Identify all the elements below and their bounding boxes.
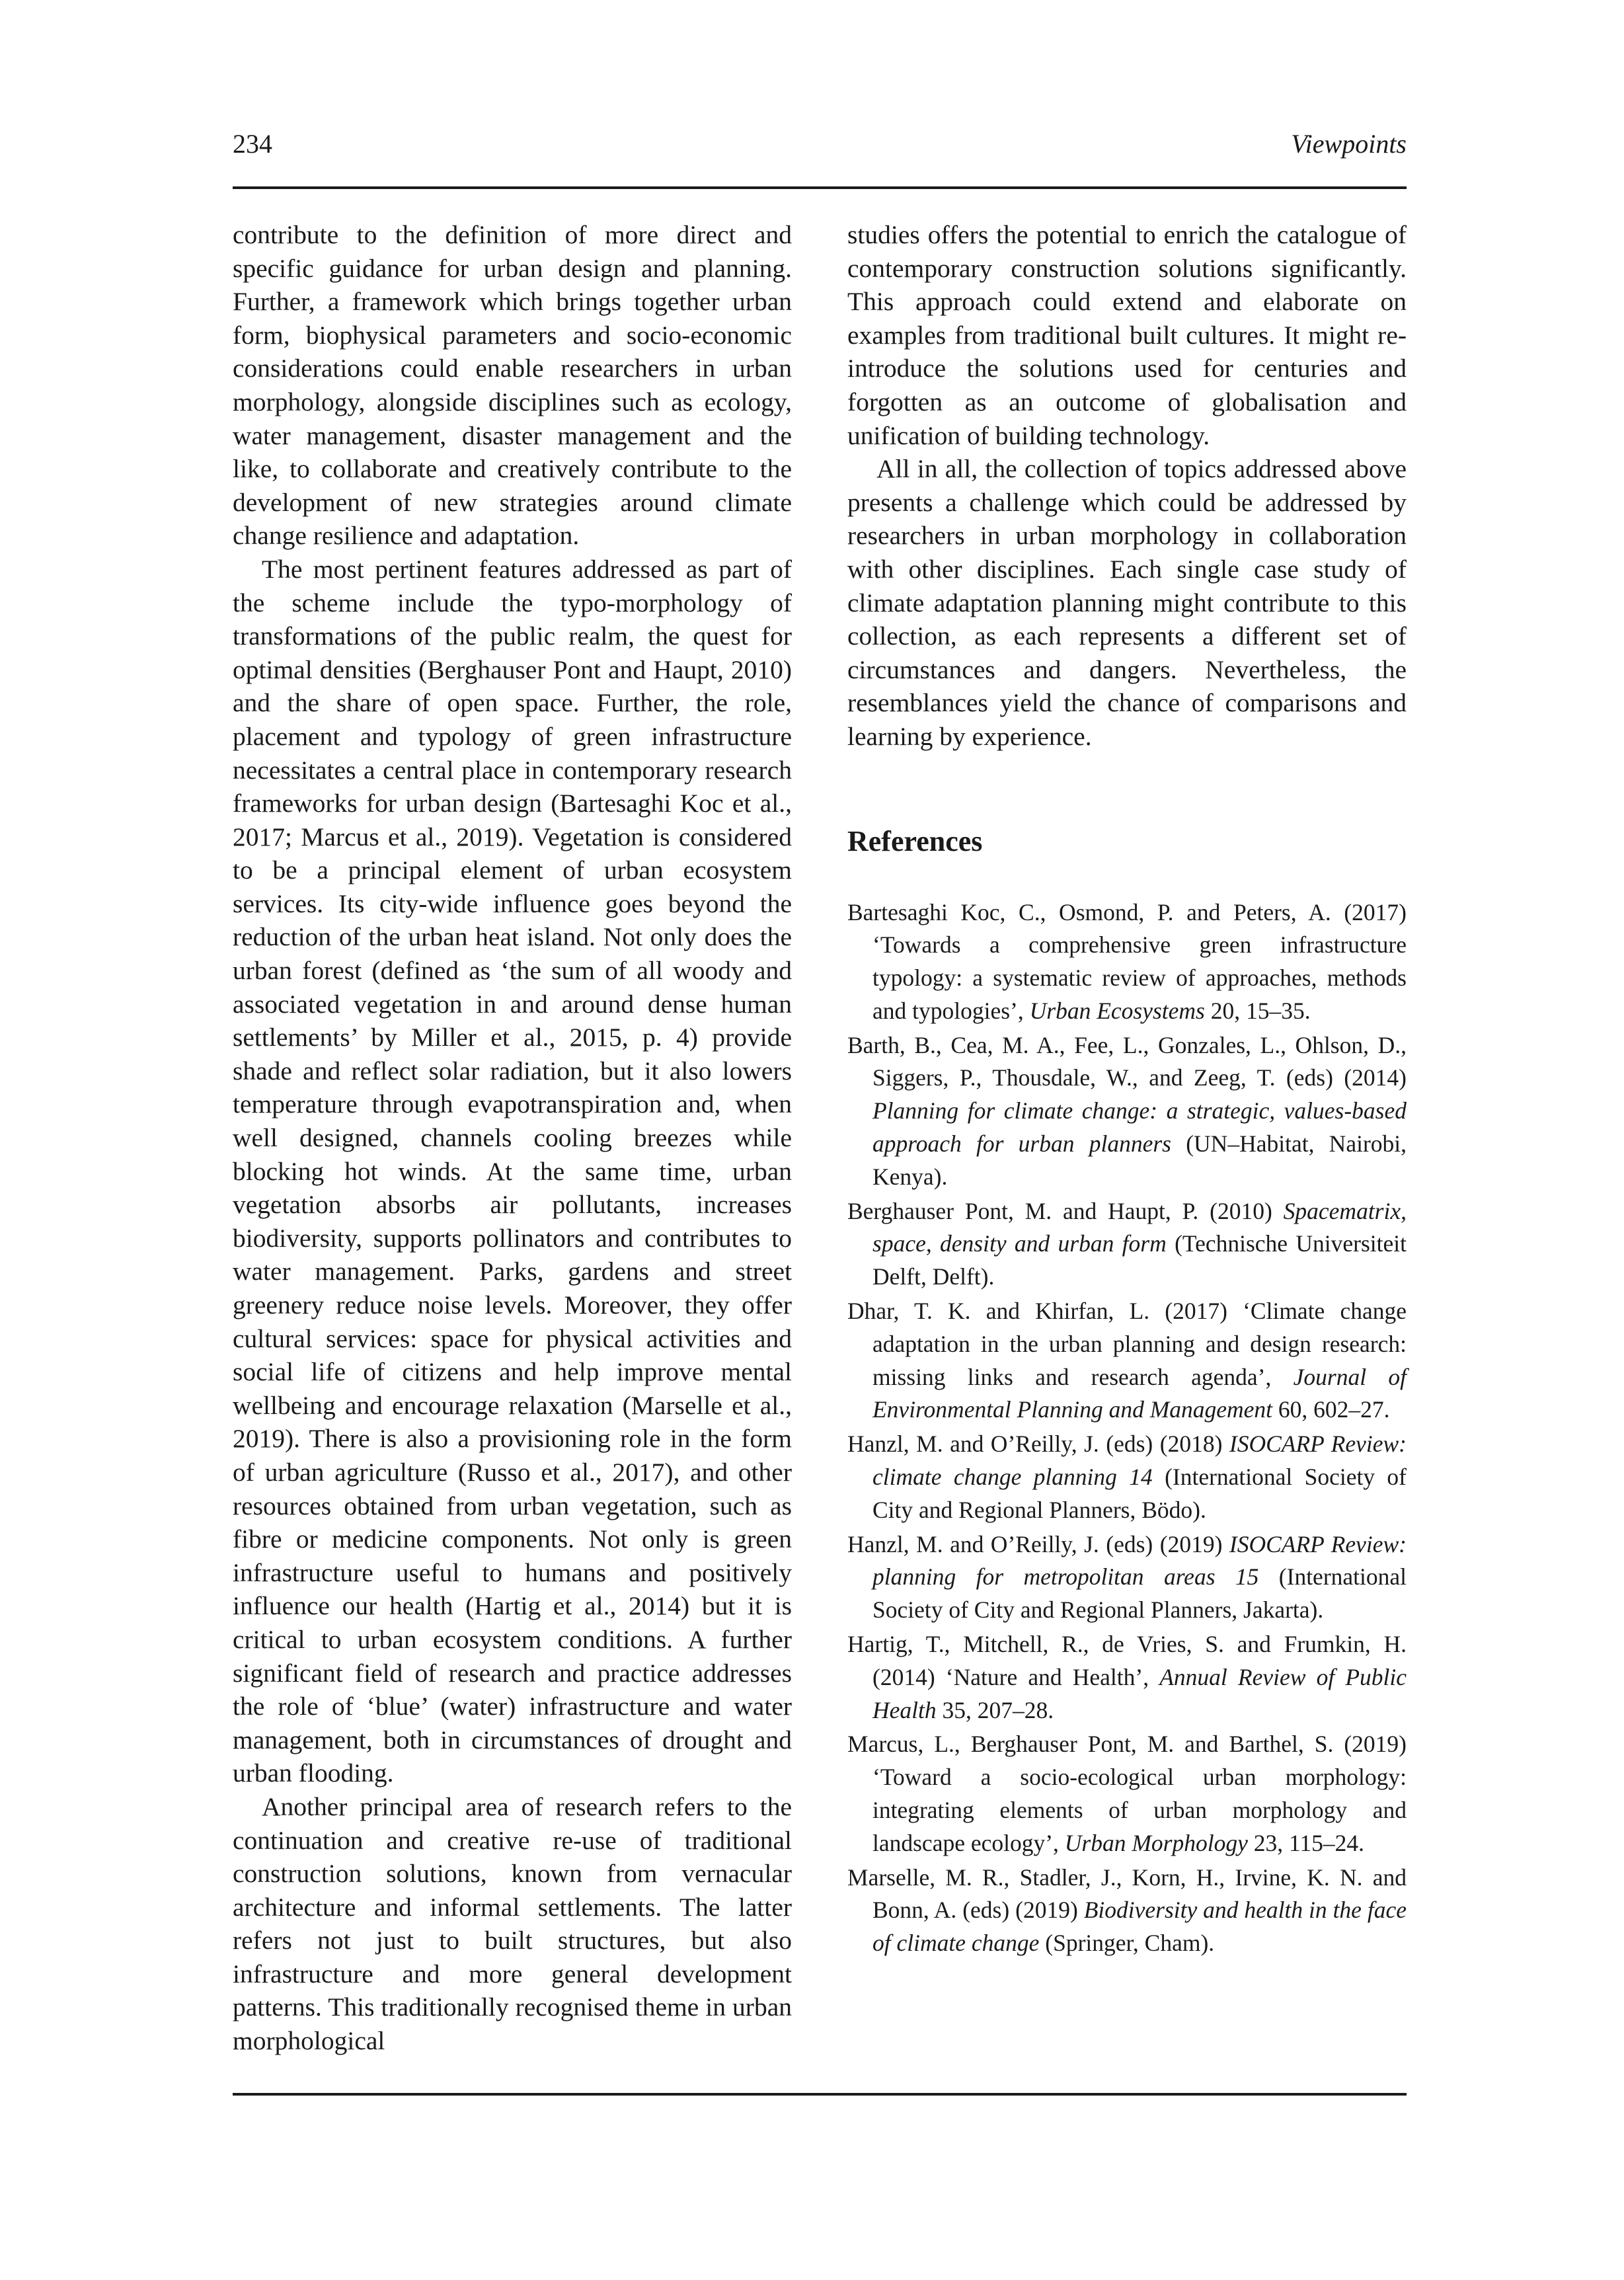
reference-details: (Springer, Cham). [1039,1930,1215,1957]
left-column [233,218,792,2058]
reference-source: Planning for climate change: a strategic, values-based approach for urban planners [872,1097,1407,1158]
footer-rule [233,2093,1407,2096]
reference-details: 35, 207–28. [936,1696,1054,1723]
reference-text: Berghauser Pont, M. and Haupt, P. (2010) [847,1197,1284,1224]
reference-source: ISOCARP Review: planning for metropolitan areas 15 [872,1530,1407,1591]
body-paragraph: The most pertinent features addressed as part of the scheme include the typo-morphology of transformations of the public realm, the quest for optimal densities (Berghauser Pont and Haupt, 2010) and the share of open space. Further, the role, placement and typology of green infrastructure necessitates a central place in contemporary research frameworks for urban design (Bartesaghi Koc et al., 2017; Marcus et al., 2019). Vegetation is considered to be a principal element of urban ecosystem services. Its city-wide influence goes beyond the reduction of the urban heat island. Not only does the urban forest (defined as ‘the sum of all woody and associated vegetation in and around dense human settlements’ by Miller et al., 2015, p. 4) provide shade and reflect solar radiation, but it also lowers temperature through evapotranspiration and, when well designed, channels cooling breezes while blocking hot winds. At the same time, urban vegetation absorbs air pollutants, increases biodiversity, supports pollinators and contributes to water management. Parks, gardens and street greenery reduce noise levels. Moreover, they offer cultural services: space for physical activities and social life of citizens and help improve mental wellbeing and encourage relaxation (Marselle et al., 2019). There is also a provisioning role in the form of urban agriculture (Russo et al., 2017), and other resources obtained from urban vegetation, such as fibre or medicine components. Not only is green infrastructure useful to humans and positively influence our health (Hartig et al., 2014) but it is critical to urban ecosystem conditions. A further significant field of research and practice addresses the role of ‘blue’ (water) infrastructure and water management, both in circumstances of drought and urban flooding. [233,554,792,1788]
reference-text: Barth, B., Cea, M. A., Fee, L., Gonzales, L., Ohlson, D., Siggers, P., Thousdale, W., and Zeeg, T. (eds) (2014) [847,1031,1407,1091]
page-number: 234 [233,129,272,159]
reference-source: Biodiversity and health in the face of climate change [872,1897,1407,1957]
header-rule [233,186,1407,189]
reference-entry [847,1295,1407,1427]
reference-details: (UN–Habitat, Nairobi, Kenya). [872,1130,1407,1190]
reference-text: Marcus, L., Berghauser Pont, M. and Barthel, S. (2019) ‘Toward a socio-ecological urban morphology: integrating elements of urban morphology and landscape ecology’, [847,1731,1407,1856]
reference-entry [847,1029,1407,1194]
reference-source: ISOCARP Review: climate change planning 14 [872,1431,1407,1491]
reference-entry [847,1428,1407,1526]
reference-details: (International Society of City and Regional Planners, Jakarta). [872,1563,1407,1624]
reference-text: Bartesaghi Koc, C., Osmond, P. and Peters, A. (2017) ‘Towards a comprehensive green infrastructure typology: a systematic review of approaches, methods and typologies’, [847,898,1407,1024]
reference-entry [847,1862,1407,1960]
reference-source: Journal of Environmental Planning and Management [872,1363,1407,1423]
reference-details: (Technische Universiteit Delft, Delft). [872,1230,1407,1290]
body-paragraph: All in all, the collection of topics addressed above presents a challenge which could be addressed by researchers in urban morphology in collaboration with other disciplines. Each single case study of climate adaptation planning might contribute to this collection, as each represents a different set of circumstances and dangers. Nevertheless, the resemblances yield the chance of comparisons and learning by experience. [847,454,1407,751]
body-paragraph: studies offers the potential to enrich the catalogue of contemporary construction solutions significantly. This approach could extend and elaborate on examples from traditional built cultures. It might re-introduce the solutions used for centuries and forgotten as an outcome of globalisation and unification of building technology. [847,220,1407,450]
reference-details: 23, 115–24. [1247,1829,1365,1856]
reference-text: Dhar, T. K. and Khirfan, L. (2017) ‘Climate change adaptation in the urban planning and design research: missing links and research agenda’, [847,1298,1407,1390]
references-heading: References [847,824,983,857]
body-paragraph: Another principal area of research refers to the continuation and creative re-use of traditional construction solutions, known from vernacular architecture and informal settlements. The latter refers not just to built structures, but also infrastructure and more general development patterns. This traditionally recognised theme in urban morphological [233,1791,792,2056]
reference-details: (International Society of City and Regional Planners, Bödo). [872,1464,1407,1523]
reference-source: Annual Review of Public Health [872,1663,1407,1723]
right-column [847,218,1407,1961]
reference-source: Urban Morphology [1064,1829,1248,1856]
reference-text: Marselle, M. R., Stadler, J., Korn, H., Irvine, K. N. and Bonn, A. (eds) (2019) [847,1864,1407,1924]
reference-list [847,896,1407,1961]
reference-entry [847,1728,1407,1860]
running-head [233,124,1407,164]
reference-text: Hanzl, M. and O’Reilly, J. (eds) (2018) [847,1431,1229,1458]
reference-entry [847,1195,1407,1294]
reference-text: Hartig, T., Mitchell, R., de Vries, S. and Frumkin, H. (2014) ‘Nature and Health’, [847,1631,1407,1690]
reference-details: 20, 15–35. [1204,997,1311,1024]
body-paragraph: contribute to the definition of more direct and specific guidance for urban design and planning. Further, a framework which brings together urban form, biophysical parameters and socio-economic considerations could enable researchers in urban morphology, alongside disciplines such as ecology, water management, disaster management and the like, to collaborate and creatively contribute to the development of new strategies around climate change resilience and adaptation. [233,220,792,551]
reference-source: Urban Ecosystems [1029,997,1205,1024]
section-title: Viewpoints [1291,129,1407,159]
reference-entry [847,1528,1407,1627]
reference-entry [847,1628,1407,1727]
reference-source: Spacematrix, space, density and urban form [872,1197,1407,1257]
reference-details: 60, 602–27. [1272,1396,1390,1423]
reference-entry [847,896,1407,1028]
reference-text: Hanzl, M. and O’Reilly, J. (eds) (2019) [847,1530,1229,1557]
